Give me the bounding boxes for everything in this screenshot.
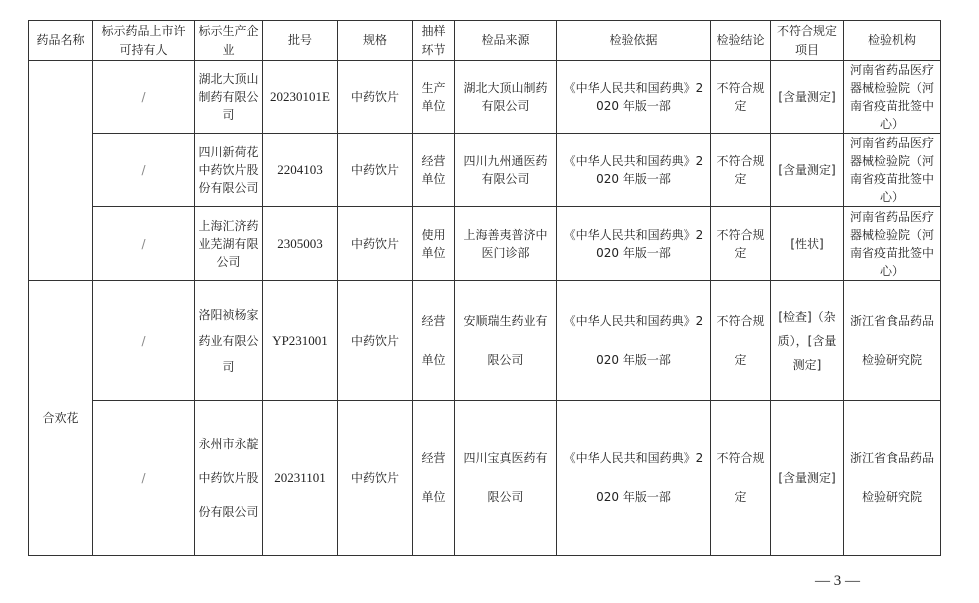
stage-cell: 生产单位 — [413, 61, 455, 134]
header-row — [29, 21, 941, 61]
batch-cell: 20230101E — [263, 61, 338, 134]
holder-cell: / — [93, 281, 195, 401]
header-cell: 检品来源 — [455, 21, 557, 61]
batch-cell: 20231101 — [263, 401, 338, 556]
spec-cell: 中药饮片 — [338, 281, 413, 401]
maker-cell: 湖北大顶山制药有限公司 — [195, 61, 263, 134]
org-cell: 浙江省食品药品检验研究院 — [844, 281, 941, 401]
source-cell: 湖北大顶山制药有限公司 — [455, 61, 557, 134]
stage-cell: 经营单位 — [413, 134, 455, 207]
batch-cell: 2305003 — [263, 207, 338, 281]
org-cell: 浙江省食品药品检验研究院 — [844, 401, 941, 556]
header-cell: 检验结论 — [711, 21, 771, 61]
maker-cell: 四川新荷花中药饮片股份有限公司 — [195, 134, 263, 207]
result-cell: 不符合规定 — [711, 61, 771, 134]
item-cell: [检查]（杂质），[含量测定] — [771, 281, 844, 401]
result-cell: 不符合规定 — [711, 134, 771, 207]
stage-cell: 经营单位 — [413, 281, 455, 401]
holder-cell: / — [93, 207, 195, 281]
batch-cell: 2204103 — [263, 134, 338, 207]
header-cell: 检验机构 — [844, 21, 941, 61]
item-cell: [含量测定] — [771, 401, 844, 556]
spec-cell: 中药饮片 — [338, 61, 413, 134]
header-cell: 标示药品上市许可持有人 — [93, 21, 195, 61]
header-cell: 标示生产企业 — [195, 21, 263, 61]
table-row — [29, 401, 941, 556]
header-cell: 检验依据 — [557, 21, 711, 61]
page-number: — 3 — — [815, 573, 860, 589]
source-cell: 四川九州通医药有限公司 — [455, 134, 557, 207]
maker-cell: 洛阳祯杨家药业有限公司 — [195, 281, 263, 401]
item-cell: [性状] — [771, 207, 844, 281]
org-cell: 河南省药品医疗器械检验院（河南省疫苗批签中心） — [844, 134, 941, 207]
stage-cell: 经营单位 — [413, 401, 455, 556]
drug-name-cell: 合欢花 — [29, 281, 93, 556]
holder-cell: / — [93, 134, 195, 207]
org-cell: 河南省药品医疗器械检验院（河南省疫苗批签中心） — [844, 61, 941, 134]
header-cell: 规格 — [338, 21, 413, 61]
table-row — [29, 134, 941, 207]
source-cell: 四川宝真医药有限公司 — [455, 401, 557, 556]
result-cell: 不符合规定 — [711, 207, 771, 281]
table-row — [29, 207, 941, 281]
holder-cell: / — [93, 401, 195, 556]
table-row — [29, 61, 941, 134]
header-cell: 抽样环节 — [413, 21, 455, 61]
result-cell: 不符合规定 — [711, 281, 771, 401]
holder-cell: / — [93, 61, 195, 134]
batch-cell: YP231001 — [263, 281, 338, 401]
org-cell: 河南省药品医疗器械检验院（河南省疫苗批签中心） — [844, 207, 941, 281]
stage-cell: 使用单位 — [413, 207, 455, 281]
basis-cell: 《中华人民共和国药典》2020 年版一部 — [557, 134, 711, 207]
spec-cell: 中药饮片 — [338, 207, 413, 281]
result-cell: 不符合规定 — [711, 401, 771, 556]
basis-cell: 《中华人民共和国药典》2020 年版一部 — [557, 401, 711, 556]
drug-name-cell — [29, 61, 93, 281]
header-cell: 不符合规定项目 — [771, 21, 844, 61]
spec-cell: 中药饮片 — [338, 134, 413, 207]
spec-cell: 中药饮片 — [338, 401, 413, 556]
table-row — [29, 281, 941, 401]
header-cell: 药品名称 — [29, 21, 93, 61]
maker-cell: 永州市永靛中药饮片股份有限公司 — [195, 401, 263, 556]
inspection-table — [28, 20, 941, 556]
basis-cell: 《中华人民共和国药典》2020 年版一部 — [557, 207, 711, 281]
basis-cell: 《中华人民共和国药典》2020 年版一部 — [557, 281, 711, 401]
maker-cell: 上海汇济药业芜湖有限公司 — [195, 207, 263, 281]
header-cell: 批号 — [263, 21, 338, 61]
item-cell: [含量测定] — [771, 61, 844, 134]
item-cell: [含量测定] — [771, 134, 844, 207]
source-cell: 上海善夷普济中医门诊部 — [455, 207, 557, 281]
source-cell: 安顺瑞生药业有限公司 — [455, 281, 557, 401]
basis-cell: 《中华人民共和国药典》2020 年版一部 — [557, 61, 711, 134]
